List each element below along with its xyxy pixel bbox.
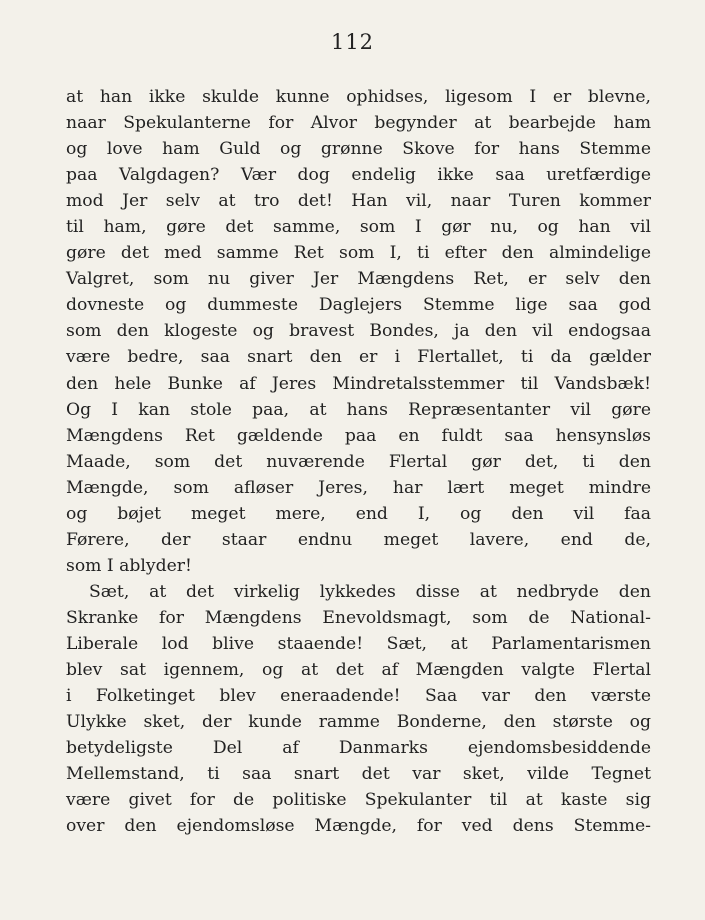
text-line: være bedre, saa snart den er i Flertallet, ti da gælder [66, 347, 651, 368]
text-line: at han ikke skulde kunne ophidses, ligesom I er blevne, [66, 87, 651, 107]
text-line: Ulykke sket, der kunde ramme Bonderne, den største og [66, 712, 651, 733]
text-line: naar Spekulanterne for Alvor begynder at bearbejde ham [66, 113, 651, 134]
text-line: Mængde, som afløser Jeres, har lært meget mindre [66, 477, 651, 498]
text-line: dovneste og dummeste Daglejers Stemme lige saa god [66, 295, 651, 316]
text-line: Valgret, som nu giver Jer Mængdens Ret, er selv den [66, 269, 651, 290]
text-line: over den ejendomsløse Mængde, for ved dens Stemme- [66, 816, 651, 837]
text-line: den hele Bunke af Jeres Mindretalsstemmer til Vandsbæk! [66, 373, 651, 394]
paragraph-start-line: Sæt, at det virkelig lykkedes disse at nedbryde den [89, 581, 651, 602]
text-line: gøre det med samme Ret som I, ti efter den almindelige [66, 243, 651, 264]
text-line: Førere, der staar endnu meget lavere, end de, [66, 529, 651, 550]
text-line: Mellemstand, ti saa snart det var sket, vilde Tegnet [66, 764, 651, 785]
body-text [66, 84, 651, 839]
text-line: til ham, gøre det samme, som I gør nu, og han vil [66, 217, 651, 238]
text-line: betydeligste Del af Danmarks ejendomsbesiddende [66, 738, 651, 759]
paragraph-end-line: som I ablyder! [66, 555, 192, 576]
text-line: i Folketinget blev eneraadende! Saa var den værste [66, 686, 651, 707]
text-line: paa Valgdagen? Vær dog endelig ikke saa uretfærdige [66, 165, 651, 186]
text-line: Og I kan stole paa, at hans Repræsentanter vil gøre [66, 399, 651, 420]
text-line: være givet for de politiske Spekulanter til at kaste sig [66, 790, 651, 811]
text-line: mod Jer selv at tro det! Han vil, naar Turen kommer [66, 191, 651, 212]
text-line: blev sat igennem, og at det af Mængden valgte Flertal [66, 660, 651, 681]
text-line: som den klogeste og bravest Bondes, ja den vil endogsaa [66, 321, 651, 342]
text-line: og bøjet meget mere, end I, og den vil faa [66, 503, 651, 524]
text-line: og love ham Guld og grønne Skove for hans Stemme [66, 139, 651, 160]
text-line: Skranke for Mængdens Enevoldsmagt, som de National- [66, 607, 651, 628]
text-line: Mængdens Ret gældende paa en fuldt saa hensynsløs [66, 425, 651, 446]
text-line: Maade, som det nuværende Flertal gør det, ti den [66, 451, 651, 472]
page-number: 112 [330, 30, 375, 54]
text-line: Liberale lod blive staaende! Sæt, at Parlamentarismen [66, 633, 651, 654]
